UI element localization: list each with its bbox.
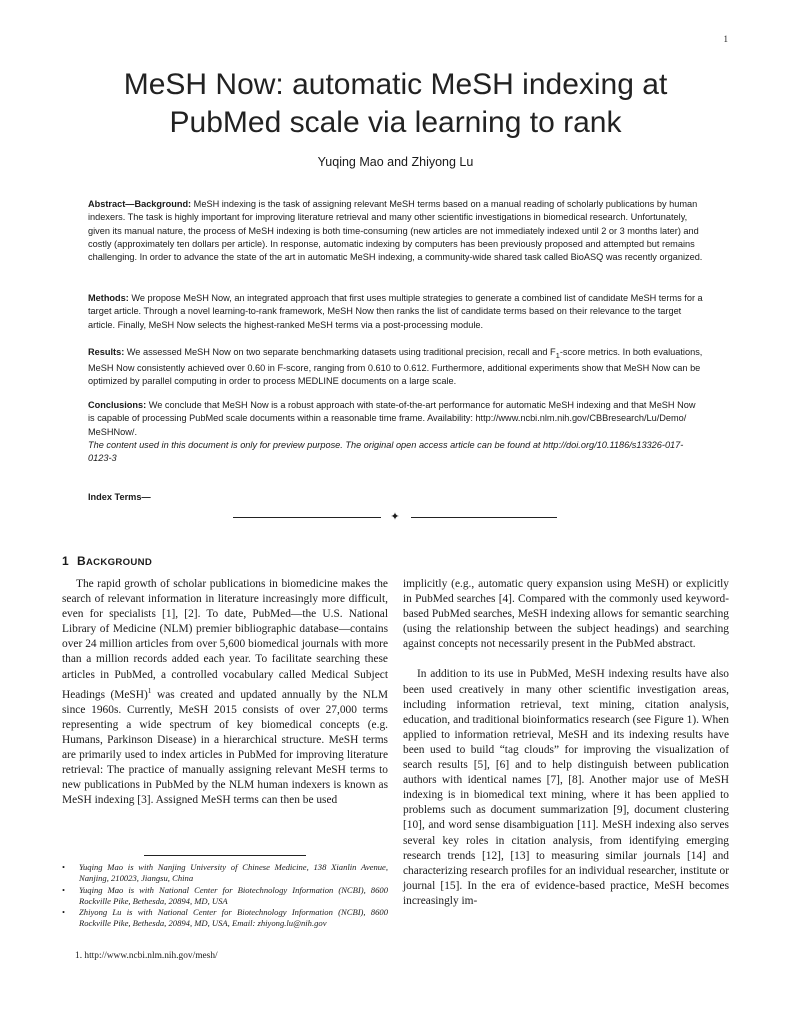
abstract-background-label: Abstract—Background: bbox=[88, 199, 192, 209]
abstract-methods-label: Methods: bbox=[88, 293, 129, 303]
affiliation-item bbox=[62, 862, 388, 885]
right-paragraph-1: implicitly (e.g., automatic query expansion using MeSH) or explicitly in PubMed searches [4]. Compared with the commonly used keyword-based PubMed searches, MeSH indexing allows for semantic searching (using the relationship between the subject headings) and searching against concepts not necessarily present in the PubMed abstract. bbox=[403, 578, 729, 651]
preview-note: The content used in this document is only for preview purpose. The original open access article can be found at http://doi.org/10.1186/s13326-017-0123-3 bbox=[88, 439, 684, 464]
page-number: 1 bbox=[723, 34, 728, 44]
right-paragraph-2: In addition to its use in PubMed, MeSH indexing results have also been used creatively in many other scientific investigation areas, including information retrieval, text mining, citation analysis, education, and traditional bioinformatics research (see Figure 1). When applied to information retrieval, MeSH and its indexing results have been used to build “tag clouds” for improving the visualization of search results [5], [6] and to help distinguish between publication authors with identical names [7], [8]. Another major use of MeSH indexing is in biomedical text mining, where it has been applied to problems such as document summarization [9], document clustering [10], and word sense disambiguation [11]. MeSH indexing also serves several key roles in citation analysis, from identifying emerging research trends [12], [13] to measuring similar journals [14] and characterizing research profiles for an individual researcher, institute or journal [15]. In the era of evidence-based practice, MeSH becomes increasingly im- bbox=[403, 668, 729, 907]
affiliations-list bbox=[62, 862, 388, 930]
footnote-marker: 1 bbox=[147, 685, 152, 695]
left-p1-text-a: The rapid growth of scholar publications in biomedicine makes the search of relevant information in literature increasingly more difficult, even for specialists [1], [2]. To date, PubMed—the U.S. National Library of Medicine (NLM) premier bibliographic database—contains over 24 million articles from over 5,600 biomedical journals with more than a million records added each year. To facilitate searching these articles in PubMed, a controlled vocabulary called Medical Subject Headings (MeSH) bbox=[62, 578, 388, 701]
abstract-background bbox=[88, 198, 704, 264]
affiliation-item bbox=[62, 885, 388, 908]
left-column bbox=[62, 577, 388, 808]
left-paragraph-1 bbox=[62, 577, 388, 808]
title-line-1: MeSH Now: automatic MeSH indexing at bbox=[123, 68, 668, 101]
footnote: 1. http://www.ncbi.nlm.nih.gov/mesh/ bbox=[75, 951, 218, 961]
abstract-methods bbox=[88, 292, 704, 332]
abstract-results-label: Results: bbox=[88, 347, 125, 357]
divider-line-right bbox=[411, 517, 557, 518]
abstract-conclusions-label: Conclusions: bbox=[88, 400, 147, 410]
abstract-results-text-b: -score metrics. In both evaluations, MeSH Now consistently achieved over 0.60 in F-score, ranging from 0.610 to 0.612. Furthermore, additional experiments show that MeSH Now can be optimized by parallel computing in order to process MEDLINE documents on a large scale. bbox=[88, 347, 703, 387]
abstract-conclusions bbox=[88, 399, 704, 465]
left-p1-text-b: was created and updated annually by the NLM since 1960s. Currently, MeSH 2015 consists of over 27,000 terms representing a wide spectrum of key biomedical concepts (e.g. Humans, Parkinson Disease) in a hierarchical structure. MeSH terms are primarily used to index articles in PubMed for improving literature retrieval: The practice of manually assigning relevant MeSH terms to new publications in PubMed by the NLM human indexers is known as MeSH indexing [3]. Assigned MeSH terms can then be used bbox=[62, 688, 388, 807]
section-title-rest: ACKGROUND bbox=[85, 557, 153, 568]
footnote-rule bbox=[144, 855, 306, 856]
divider-line-left bbox=[233, 517, 381, 518]
abstract-methods-text: We propose MeSH Now, an integrated approach that first uses multiple strategies to generate a combined list of candidate MeSH terms for a target article. Through a novel learning-to-rank framework, MeSH Now then ranks the list of candidate terms based on their relevance to the target article. Finally, MeSH Now selects the highest-ranked MeSH terms via a post-processing module. bbox=[88, 293, 703, 330]
title-line-2: PubMed scale via learning to rank bbox=[169, 106, 622, 139]
bullet-icon: • bbox=[62, 862, 66, 872]
section-divider bbox=[233, 511, 557, 523]
index-terms: Index Terms— bbox=[88, 492, 151, 502]
abstract-conclusions-text: We conclude that MeSH Now is a robust approach with state-of-the-art performance for automatic MeSH indexing and that MeSH Now is capable of processing PubMed scale documents within a reasonable time frame. Availability: http://www.ncbi.nlm.nih.gov/CBBresearch/Lu/Demo/ MeSHNow/. bbox=[88, 400, 696, 437]
paper-title bbox=[60, 66, 731, 142]
bullet-icon: • bbox=[62, 884, 66, 895]
authors: Yuqing Mao and Zhiyong Lu bbox=[317, 155, 474, 169]
affiliation-item bbox=[62, 907, 388, 930]
bullet-icon: • bbox=[62, 907, 66, 918]
abstract-results-subscript: 1 bbox=[555, 350, 560, 360]
section-heading bbox=[62, 554, 152, 568]
affiliation-text: Yuqing Mao is with Nanjing University of Chinese Medicine, 138 Xianlin Avenue, Nanjing, 210023, Jiangsu, China bbox=[79, 862, 388, 884]
divider-ornament-icon: ✦ bbox=[390, 510, 400, 523]
right-column bbox=[403, 577, 729, 909]
section-number: 1 bbox=[62, 554, 69, 568]
abstract-results-text-a: We assessed MeSH Now on two separate benchmarking datasets using traditional precision, recall and F bbox=[124, 347, 556, 357]
affiliation-text: Yuqing Mao is with National Center for Biotechnology Information (NCBI), 8600 Rockville Pike, Bethesda, 20894, MD, USA bbox=[79, 884, 388, 906]
section-title-first: B bbox=[76, 554, 86, 568]
abstract-background-text: MeSH indexing is the task of assigning relevant MeSH terms based on a manual reading of scholarly publications by human indexers. The task is highly important for improving literature retrieval and many other scientific investigations in biomedical research. Unfortunately, given its manual nature, the process of MeSH indexing is both time-consuming (new articles are not immediately indexed until 2 or 3 months later) and costly (approximately ten dollars per article). In response, automatic indexing by computers has been previously proposed and attempted but remains challenging. In order to advance the state of the art in automatic MeSH indexing, a community-wide shared task called BioASQ was recently organized. bbox=[88, 199, 703, 263]
abstract-results bbox=[88, 346, 704, 389]
affiliation-text: Zhiyong Lu is with National Center for Biotechnology Information (NCBI), 8600 Rockville Pike, Bethesda, 20894, MD, USA, Email: zhiyong.lu@nih.gov bbox=[79, 907, 388, 929]
